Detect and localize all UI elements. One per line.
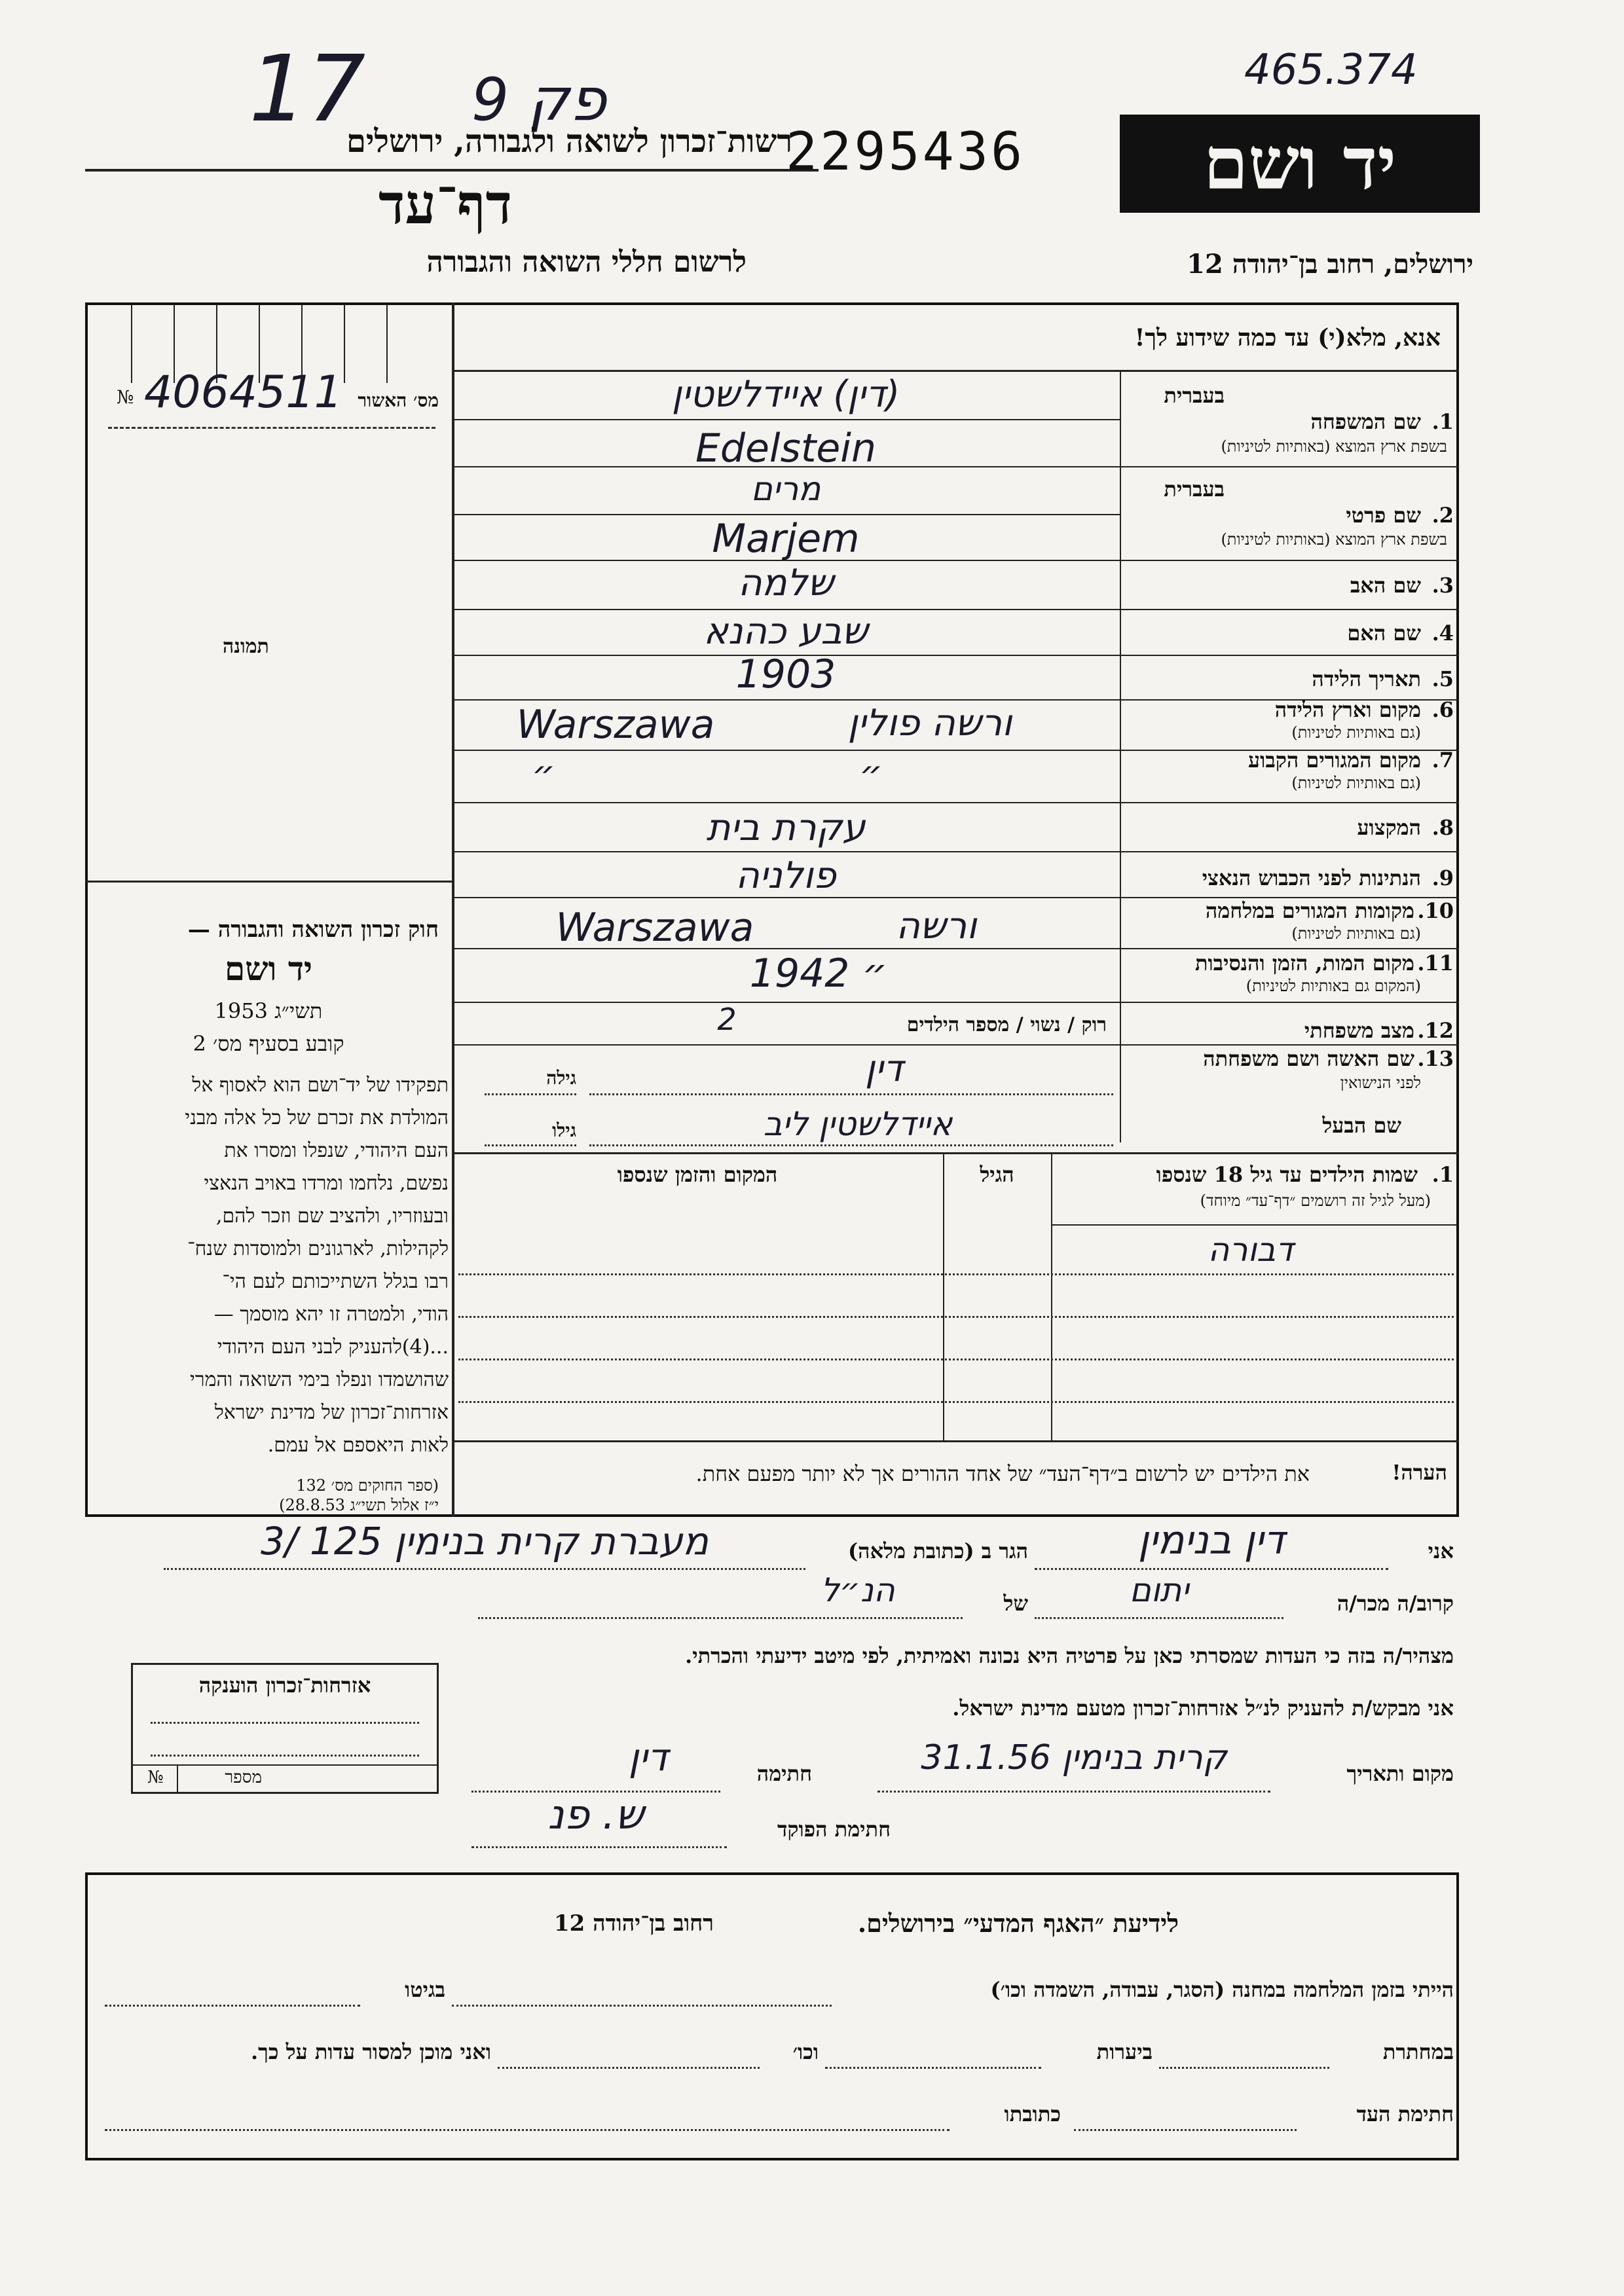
- children-heading-sub: (מעל לגיל זה רושמים ״דף־עד״ מיוחד): [1200, 1192, 1431, 1210]
- field-3-label: שם האב: [1350, 573, 1421, 598]
- row-rule: [452, 1152, 1459, 1154]
- husband-name-line: [589, 1144, 1113, 1146]
- birth-place-hebrew: ורשה פולין: [847, 702, 1012, 744]
- certificate-number-label: מס׳ האשור: [358, 390, 439, 411]
- note-text: את הילדים יש לרשום ב״דף־העד״ של אחד ההורים אך לא יותר מפעם אחת.: [695, 1461, 1310, 1486]
- birth-place-latin: Warszawa: [516, 702, 715, 748]
- wife-name-line: [589, 1093, 1113, 1095]
- certificate-number-value: 4064511: [144, 367, 342, 418]
- footer-etc-label: וכו׳: [792, 2039, 819, 2064]
- law-title: חוק זכרון השואה והגבורה —: [187, 917, 439, 943]
- handwritten-mark: פק 9: [471, 65, 606, 134]
- footer-witness-sign-line: [1074, 2129, 1297, 2131]
- law-line: ובעוזריו, ולהציב שם וזכר להם,: [215, 1205, 449, 1228]
- field-11-sub: (המקום גם באותיות לטיניות): [1246, 977, 1421, 995]
- field-6-label: מקום וארץ הלידה: [1274, 697, 1421, 722]
- form-subtitle: לרשום חללי השואה והגבורה: [426, 246, 747, 279]
- field-1-label: שם המשפחה: [1310, 409, 1421, 434]
- field-10-num: 10.: [1417, 898, 1454, 923]
- field-7-sub: (גם באותיות לטיניות): [1291, 774, 1421, 792]
- family-name-hebrew: (דין) איידלשטין: [671, 373, 900, 416]
- husband-name: איידלשטין ליב: [763, 1105, 953, 1143]
- field-8-label: המקצוע: [1357, 815, 1421, 840]
- footer-witness-sign-label: חתימת העד: [1356, 2102, 1454, 2126]
- children-heading-num: 1.: [1431, 1162, 1454, 1187]
- law-line: תפקידו של יד־ושם הוא לאסוף אל: [192, 1074, 449, 1097]
- field-10-sub: (גם באותיות לטיניות): [1291, 924, 1421, 943]
- photo-label: תמונה: [223, 635, 269, 658]
- place-date-label: מקום ותאריך: [1346, 1761, 1454, 1786]
- law-name: יד ושם: [225, 949, 312, 988]
- relation-value: יתום: [1129, 1571, 1189, 1609]
- label-column-divider: [1120, 370, 1121, 1142]
- law-line: שהושמדו ונפלו בימי השואה והמרי: [189, 1368, 449, 1391]
- certificate-num-sign: №: [117, 386, 134, 408]
- footer-ghetto-label: בגיטו: [405, 1977, 445, 2002]
- citizenship-box-cell: [177, 1764, 178, 1792]
- footer-camp-label: הייתי בזמן המלחמה במחנה (הסגר, עבודה, השמדה וכו׳): [990, 1977, 1454, 2002]
- declarant-address-line: [164, 1568, 805, 1570]
- law-line: ...(4)להעניק לבני העם היהודי: [217, 1336, 449, 1358]
- signature-value: דין: [628, 1735, 669, 1779]
- first-name-latin: Marjem: [712, 516, 860, 562]
- tick: [131, 304, 132, 383]
- declarant-address: מעברת קרית בנימין 125 /3: [261, 1519, 709, 1563]
- footer-forests-line: [825, 2067, 1041, 2069]
- field-1-heb-tag: בעברית: [1164, 383, 1225, 408]
- field-13-label: שם האשה ושם משפחתה: [1203, 1046, 1414, 1071]
- header-address: ירושלים, רחוב בן־יהודה 12: [1187, 249, 1473, 280]
- place-date-line: [877, 1791, 1270, 1793]
- relative-label: קרוב/ה מכר/ה: [1337, 1591, 1454, 1616]
- children-col-place: המקום והזמן שנספו: [617, 1162, 778, 1187]
- wife-maiden-name: דין: [864, 1048, 904, 1090]
- wartime-residence-hebrew: ורשה: [896, 905, 977, 947]
- wife-age-line: [485, 1093, 576, 1095]
- row-rule: [452, 851, 1459, 852]
- row-rule: [452, 1440, 1459, 1442]
- footer-address-line: [105, 2129, 950, 2131]
- place-date-value: קרית בנימין 31.1.56: [921, 1738, 1227, 1777]
- yad-vashem-logo: יד ושם: [1120, 115, 1480, 213]
- children-row-line: [458, 1358, 1454, 1360]
- footer-willing-label: ואני מוכן למסור עדות על כך.: [250, 2039, 491, 2064]
- request-text: אני מבקש/ת להעניק לנ״ל אזרחות־זכרון מטעם מדינת ישראל.: [952, 1696, 1454, 1721]
- footer-ghetto-line: [105, 2005, 360, 2007]
- citizenship-box-line: [151, 1722, 419, 1724]
- citizenship: פולניה: [735, 854, 836, 897]
- field-2-sub: בשפת ארץ המוצא (באותיות לטיניות): [1221, 530, 1447, 549]
- note-label: הערה!: [1392, 1460, 1447, 1485]
- officer-line: [471, 1846, 727, 1848]
- footer-camp-line: [452, 2005, 832, 2007]
- field-7-num: 7.: [1431, 748, 1454, 773]
- field-5-label: תאריך הלידה: [1312, 666, 1421, 691]
- field-5-num: 5.: [1431, 666, 1454, 691]
- field-12-num: 12.: [1417, 1018, 1454, 1043]
- field-12-label: מצב משפחתי: [1304, 1018, 1414, 1043]
- field-11-label: מקום המות, הזמן והנסיבות: [1194, 951, 1414, 975]
- husband-age-label: גילו: [552, 1120, 576, 1141]
- residence-ditto: ״: [858, 753, 883, 795]
- field-2-heb-tag: בעברית: [1164, 477, 1225, 501]
- declaration-text: מצהיר/ה בזה כי העדות שמסרתי כאן על פרטיה היא נכונה ואמיתית, לפי מיטב ידיעתי והכרתי.: [685, 1643, 1454, 1668]
- instruction-rule: [452, 370, 1459, 372]
- field-2-label: שם פרטי: [1346, 503, 1421, 528]
- field-4-label: שם האם: [1347, 621, 1421, 646]
- row-rule: [452, 466, 1459, 467]
- law-line: הודי, ולמטרה זו יהא מוסמך —: [213, 1303, 449, 1326]
- law-line: לאות היאספם אל עמם.: [267, 1434, 449, 1457]
- of-value: הנ״ל: [821, 1571, 895, 1609]
- footer-etc-line: [498, 2067, 760, 2069]
- field-1-sub: בשפת ארץ המוצא (באותיות לטיניות): [1221, 437, 1447, 456]
- row-rule: [452, 1002, 1459, 1003]
- field-7-label: מקום המגורים הקבוע: [1248, 748, 1421, 773]
- relation-line: [1035, 1617, 1283, 1619]
- footer-address: רחוב בן־יהודה 12: [553, 1910, 714, 1937]
- residence-ditto: ״: [531, 753, 556, 795]
- footer-underground-line: [1159, 2067, 1329, 2069]
- officer-label: חתימת הפוקד: [777, 1817, 891, 1842]
- field-13-sub: לפני הנישואין: [1340, 1074, 1421, 1092]
- certificate-rule: [108, 427, 435, 429]
- law-line: נפשם, נלחמו ומרדו באויב הנאצי: [204, 1172, 449, 1195]
- sidebar-divider: [452, 302, 454, 1517]
- field-13-num: 13.: [1417, 1046, 1454, 1071]
- law-line: המולדת את זכרם של כל אלה מבני: [185, 1106, 449, 1129]
- archive-number: 465.374: [1244, 46, 1418, 94]
- law-citation: (ספר החוקים מס׳ 132: [296, 1476, 439, 1495]
- footer-address-label: כתובתו: [1004, 2102, 1061, 2126]
- tick: [386, 304, 388, 383]
- law-citation: י״ז אלול תשי״ג 28.8.53): [279, 1496, 439, 1514]
- photo-box-bottom: [85, 881, 452, 883]
- of-label: של: [1003, 1591, 1028, 1616]
- field-1-num: 1.: [1431, 409, 1454, 434]
- death-details: 1942 ״: [749, 951, 888, 996]
- first-name-hebrew: מרים: [750, 470, 821, 508]
- authority-name: רשות־זכרון לשואה ולגבורה, ירושלים: [346, 123, 792, 160]
- instruction: אנא, מלא(י) עד כמה שידוע לך!: [1134, 324, 1441, 352]
- citizenship-box-line: [151, 1755, 419, 1757]
- citizenship-box-title: אזרחות־זכרון הוענקה: [198, 1673, 371, 1698]
- stamp-number: 2295436: [786, 121, 1025, 182]
- children-heading: שמות הילדים עד גיל 18 שנספו: [1156, 1162, 1418, 1187]
- wartime-residence-latin: Warszawa: [555, 905, 754, 951]
- child-entry: דבורה: [1208, 1231, 1294, 1269]
- family-name-latin: Edelstein: [695, 426, 876, 471]
- citizenship-box-number-label: מספר: [225, 1768, 262, 1787]
- row-rule: [452, 948, 1459, 949]
- row-rule: [452, 802, 1459, 803]
- row-rule: [452, 1044, 1459, 1046]
- row-rule: [452, 419, 1120, 420]
- field-6-sub: (גם באותיות לטיניות): [1291, 723, 1421, 742]
- husband-label: שם הבעל: [1322, 1113, 1401, 1138]
- children-row-line: [458, 1401, 1454, 1403]
- children-col-divider: [1051, 1152, 1052, 1440]
- field-9-label: הנתינות לפני הכבוש הנאצי: [1202, 866, 1421, 890]
- declarant-name-line: [1035, 1568, 1388, 1570]
- field-2-num: 2.: [1431, 503, 1454, 528]
- law-section: קובע בסעיף מס׳ 2: [193, 1031, 344, 1056]
- declarant-name: דין בנימין: [1137, 1518, 1285, 1563]
- footer-title: לידיעת ״האגף המדעי״ בירושלים.: [857, 1908, 1179, 1938]
- field-8-num: 8.: [1431, 815, 1454, 840]
- field-3-num: 3.: [1431, 573, 1454, 598]
- mother-name: שבע כהנא: [703, 610, 868, 653]
- law-year: תשי״ג 1953: [214, 998, 323, 1023]
- row-rule: [452, 560, 1459, 561]
- children-row-line: [458, 1316, 1454, 1318]
- field-6-num: 6.: [1431, 697, 1454, 722]
- field-10-label: מקומות המגורים במלחמה: [1205, 898, 1414, 923]
- husband-age-line: [485, 1144, 576, 1146]
- law-line: לקהילות, לארגונים ולמוסדות שנח־: [187, 1237, 449, 1260]
- officer-signature: ש. פנ: [547, 1791, 644, 1838]
- field-9-num: 9.: [1431, 866, 1454, 890]
- footer-underground-label: במחתרת: [1382, 2039, 1454, 2064]
- birth-date: 1903: [735, 651, 836, 697]
- of-line: [478, 1617, 963, 1619]
- footer-forests-label: ביערות: [1096, 2039, 1153, 2064]
- declarant-ani: אני: [1428, 1539, 1454, 1563]
- family-status-options: רוק / נשוי / מספר הילדים: [906, 1013, 1107, 1036]
- children-row-rule: [1051, 1224, 1457, 1226]
- law-line: רבו בגלל השתייכותם לעם הי־: [222, 1270, 449, 1293]
- form-title: דף־עד: [378, 172, 512, 236]
- resident-label: הגר ב (כתובת מלאה): [848, 1539, 1028, 1563]
- law-line: אזרחות־זכרון של מדינת ישראל: [214, 1401, 449, 1424]
- signature-label: חתימה: [756, 1761, 812, 1786]
- citizenship-box-number-sign: №: [147, 1768, 164, 1787]
- children-col-divider: [943, 1152, 944, 1440]
- handwritten-17: 17: [249, 36, 366, 143]
- father-name: שלמה: [737, 562, 834, 604]
- children-row-line: [458, 1273, 1454, 1275]
- wife-age-label: גילה: [546, 1067, 576, 1089]
- field-11-num: 11.: [1417, 951, 1454, 975]
- field-4-num: 4.: [1431, 621, 1454, 646]
- law-line: העם היהודי, שנפלו ומסרו את: [224, 1139, 449, 1162]
- row-rule: [452, 514, 1120, 515]
- children-col-age: הגיל: [980, 1162, 1014, 1187]
- profession: עקרת בית: [706, 807, 866, 849]
- tick: [344, 304, 345, 383]
- children-count: 2: [717, 1002, 737, 1037]
